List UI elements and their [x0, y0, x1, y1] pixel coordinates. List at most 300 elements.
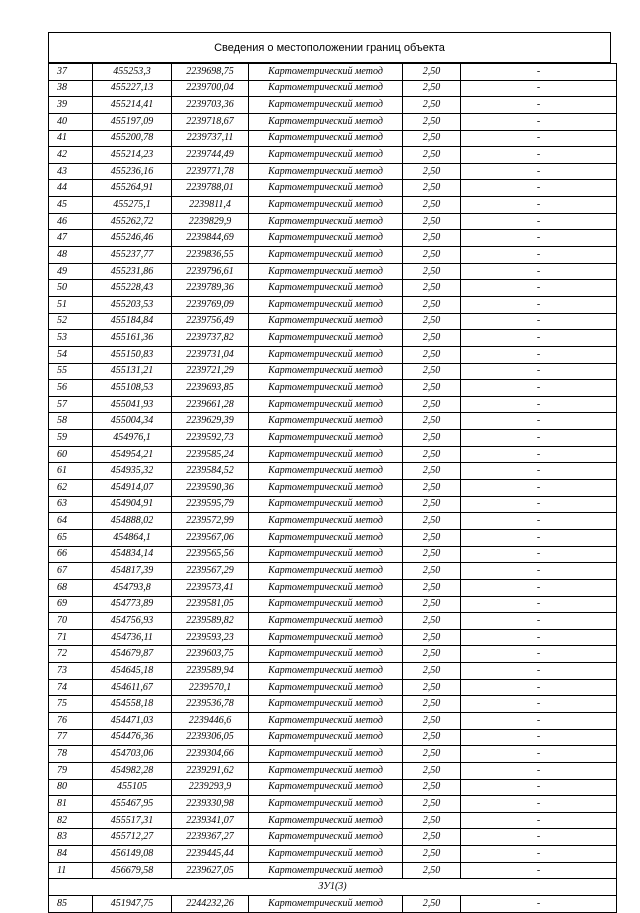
cell-point-number: 37	[49, 64, 93, 81]
cell-method: Картометрический метод	[249, 729, 403, 746]
cell-method: Картометрический метод	[249, 513, 403, 530]
cell-accuracy: 2,50	[403, 679, 461, 696]
cell-accuracy: 2,50	[403, 646, 461, 663]
cell-coord-x: 451947,75	[93, 896, 172, 913]
cell-accuracy: 2,50	[403, 413, 461, 430]
cell-method: Картометрический метод	[249, 463, 403, 480]
cell-accuracy: 2,50	[403, 330, 461, 347]
cell-coord-x: 454736,11	[93, 629, 172, 646]
cell-note: -	[461, 463, 617, 480]
cell-coord-x: 455246,46	[93, 230, 172, 247]
cell-method: Картометрический метод	[249, 779, 403, 796]
cell-point-number: 41	[49, 130, 93, 147]
cell-point-number: 80	[49, 779, 93, 796]
cell-coord-y: 2239769,09	[172, 296, 249, 313]
cell-point-number: 71	[49, 629, 93, 646]
cell-note: -	[461, 729, 617, 746]
cell-note: -	[461, 846, 617, 863]
cell-coord-y: 2239836,55	[172, 247, 249, 264]
cell-point-number: 79	[49, 762, 93, 779]
cell-method: Картометрический метод	[249, 712, 403, 729]
cell-accuracy: 2,50	[403, 513, 461, 530]
cell-coord-y: 2239572,99	[172, 513, 249, 530]
cell-method: Картометрический метод	[249, 147, 403, 164]
cell-coord-y: 2239756,49	[172, 313, 249, 330]
table-title: Сведения о местоположении границ объекта	[48, 32, 611, 63]
cell-coord-x: 455253,3	[93, 64, 172, 81]
table-row	[49, 712, 617, 729]
cell-method: Картометрический метод	[249, 380, 403, 397]
cell-coord-x: 455264,91	[93, 180, 172, 197]
cell-note: -	[461, 629, 617, 646]
cell-coord-y: 2239771,78	[172, 163, 249, 180]
cell-accuracy: 2,50	[403, 862, 461, 879]
cell-method: Картометрический метод	[249, 446, 403, 463]
cell-coord-y: 2239789,36	[172, 280, 249, 297]
table-row	[49, 80, 617, 97]
table-row	[49, 396, 617, 413]
cell-accuracy: 2,50	[403, 380, 461, 397]
cell-coord-x: 454558,18	[93, 696, 172, 713]
cell-point-number: 70	[49, 613, 93, 630]
cell-coord-x: 455184,84	[93, 313, 172, 330]
table-row	[49, 247, 617, 264]
cell-coord-x: 454793,8	[93, 579, 172, 596]
cell-note: -	[461, 396, 617, 413]
cell-coord-x: 455262,72	[93, 213, 172, 230]
cell-coord-x: 454834,14	[93, 546, 172, 563]
cell-method: Картометрический метод	[249, 480, 403, 497]
cell-coord-y: 2239565,56	[172, 546, 249, 563]
table-row	[49, 113, 617, 130]
cell-note: -	[461, 896, 617, 913]
cell-accuracy: 2,50	[403, 463, 461, 480]
cell-accuracy: 2,50	[403, 280, 461, 297]
cell-coord-y: 2239584,52	[172, 463, 249, 480]
cell-coord-x: 455214,23	[93, 147, 172, 164]
cell-note: -	[461, 263, 617, 280]
cell-method: Картометрический метод	[249, 862, 403, 879]
cell-coord-y: 2239661,28	[172, 396, 249, 413]
cell-coord-x: 455200,78	[93, 130, 172, 147]
table-row	[49, 463, 617, 480]
cell-coord-y: 2239536,78	[172, 696, 249, 713]
cell-method: Картометрический метод	[249, 746, 403, 763]
cell-coord-y: 2239590,36	[172, 480, 249, 497]
cell-coord-x: 455517,31	[93, 812, 172, 829]
cell-point-number: 44	[49, 180, 93, 197]
cell-point-number: 52	[49, 313, 93, 330]
cell-coord-y: 2239446,6	[172, 712, 249, 729]
cell-method: Картометрический метод	[249, 846, 403, 863]
cell-accuracy: 2,50	[403, 296, 461, 313]
table-row	[49, 330, 617, 347]
cell-coord-x: 456679,58	[93, 862, 172, 879]
coordinates-table	[48, 63, 617, 913]
cell-method: Картометрический метод	[249, 180, 403, 197]
cell-coord-x: 455712,27	[93, 829, 172, 846]
cell-coord-x: 456149,08	[93, 846, 172, 863]
cell-point-number: 81	[49, 796, 93, 813]
cell-coord-y: 2239304,66	[172, 746, 249, 763]
table-row	[49, 296, 617, 313]
cell-coord-y: 2239581,05	[172, 596, 249, 613]
cell-accuracy: 2,50	[403, 529, 461, 546]
cell-point-number: 46	[49, 213, 93, 230]
cell-point-number: 74	[49, 679, 93, 696]
cell-note: -	[461, 862, 617, 879]
cell-point-number: 64	[49, 513, 93, 530]
cell-method: Картометрический метод	[249, 330, 403, 347]
cell-coord-y: 2239627,05	[172, 862, 249, 879]
coordinates-table-body	[49, 64, 617, 913]
cell-note: -	[461, 296, 617, 313]
cell-point-number: 83	[49, 829, 93, 846]
table-row	[49, 513, 617, 530]
cell-accuracy: 2,50	[403, 263, 461, 280]
cell-coord-y: 2239698,75	[172, 64, 249, 81]
cell-coord-x: 455004,34	[93, 413, 172, 430]
cell-coord-y: 2239718,67	[172, 113, 249, 130]
cell-method: Картометрический метод	[249, 163, 403, 180]
cell-coord-x: 454888,02	[93, 513, 172, 530]
cell-coord-x: 455161,36	[93, 330, 172, 347]
cell-point-number: 68	[49, 579, 93, 596]
cell-note: -	[461, 579, 617, 596]
cell-coord-x: 454476,36	[93, 729, 172, 746]
cell-point-number: 67	[49, 563, 93, 580]
section-label: ЗУ1(3)	[49, 879, 617, 896]
cell-note: -	[461, 380, 617, 397]
cell-coord-y: 2239593,23	[172, 629, 249, 646]
cell-accuracy: 2,50	[403, 829, 461, 846]
cell-note: -	[461, 779, 617, 796]
cell-note: -	[461, 80, 617, 97]
cell-point-number: 58	[49, 413, 93, 430]
cell-coord-y: 2239570,1	[172, 679, 249, 696]
cell-note: -	[461, 829, 617, 846]
table-row	[49, 796, 617, 813]
cell-coord-x: 454611,67	[93, 679, 172, 696]
cell-coord-x: 455236,16	[93, 163, 172, 180]
cell-accuracy: 2,50	[403, 346, 461, 363]
table-row	[49, 529, 617, 546]
cell-coord-x: 454935,32	[93, 463, 172, 480]
cell-accuracy: 2,50	[403, 712, 461, 729]
cell-point-number: 75	[49, 696, 93, 713]
cell-method: Картометрический метод	[249, 97, 403, 114]
cell-accuracy: 2,50	[403, 313, 461, 330]
cell-coord-x: 454817,39	[93, 563, 172, 580]
cell-coord-x: 454756,93	[93, 613, 172, 630]
cell-note: -	[461, 596, 617, 613]
cell-coord-y: 2244232,26	[172, 896, 249, 913]
cell-accuracy: 2,50	[403, 80, 461, 97]
table-row	[49, 430, 617, 447]
cell-note: -	[461, 180, 617, 197]
cell-accuracy: 2,50	[403, 613, 461, 630]
cell-point-number: 50	[49, 280, 93, 297]
cell-method: Картометрический метод	[249, 529, 403, 546]
cell-method: Картометрический метод	[249, 247, 403, 264]
cell-point-number: 72	[49, 646, 93, 663]
table-row	[49, 64, 617, 81]
cell-coord-y: 2239829,9	[172, 213, 249, 230]
cell-coord-y: 2239844,69	[172, 230, 249, 247]
cell-coord-x: 455150,83	[93, 346, 172, 363]
cell-coord-y: 2239629,39	[172, 413, 249, 430]
cell-method: Картометрический метод	[249, 646, 403, 663]
cell-note: -	[461, 97, 617, 114]
cell-coord-y: 2239592,73	[172, 430, 249, 447]
cell-accuracy: 2,50	[403, 180, 461, 197]
cell-note: -	[461, 363, 617, 380]
cell-point-number: 40	[49, 113, 93, 130]
cell-coord-x: 455214,41	[93, 97, 172, 114]
cell-coord-y: 2239341,07	[172, 812, 249, 829]
cell-point-number: 54	[49, 346, 93, 363]
cell-note: -	[461, 529, 617, 546]
cell-coord-x: 454914,07	[93, 480, 172, 497]
cell-coord-y: 2239731,04	[172, 346, 249, 363]
cell-accuracy: 2,50	[403, 213, 461, 230]
table-row	[49, 563, 617, 580]
cell-method: Картометрический метод	[249, 563, 403, 580]
cell-method: Картометрический метод	[249, 430, 403, 447]
table-row	[49, 812, 617, 829]
table-row	[49, 346, 617, 363]
cell-method: Картометрический метод	[249, 64, 403, 81]
cell-coord-x: 454954,21	[93, 446, 172, 463]
cell-coord-x: 455108,53	[93, 380, 172, 397]
table-row	[49, 679, 617, 696]
cell-method: Картометрический метод	[249, 263, 403, 280]
cell-point-number: 56	[49, 380, 93, 397]
cell-coord-x: 455237,77	[93, 247, 172, 264]
cell-coord-y: 2239589,82	[172, 613, 249, 630]
cell-note: -	[461, 513, 617, 530]
table-row	[49, 779, 617, 796]
cell-note: -	[461, 230, 617, 247]
cell-accuracy: 2,50	[403, 197, 461, 214]
cell-method: Картометрический метод	[249, 496, 403, 513]
cell-note: -	[461, 812, 617, 829]
cell-method: Картометрический метод	[249, 579, 403, 596]
cell-accuracy: 2,50	[403, 663, 461, 680]
cell-accuracy: 2,50	[403, 812, 461, 829]
cell-note: -	[461, 280, 617, 297]
cell-point-number: 39	[49, 97, 93, 114]
cell-point-number: 69	[49, 596, 93, 613]
cell-note: -	[461, 147, 617, 164]
table-row	[49, 263, 617, 280]
cell-note: -	[461, 613, 617, 630]
table-row	[49, 896, 617, 913]
table-row	[49, 313, 617, 330]
cell-accuracy: 2,50	[403, 97, 461, 114]
table-row	[49, 762, 617, 779]
cell-method: Картометрический метод	[249, 796, 403, 813]
cell-accuracy: 2,50	[403, 163, 461, 180]
table-row	[49, 97, 617, 114]
cell-note: -	[461, 197, 617, 214]
cell-note: -	[461, 663, 617, 680]
cell-note: -	[461, 712, 617, 729]
cell-method: Картометрический метод	[249, 363, 403, 380]
cell-note: -	[461, 696, 617, 713]
cell-method: Картометрический метод	[249, 80, 403, 97]
cell-note: -	[461, 247, 617, 264]
cell-coord-y: 2239796,61	[172, 263, 249, 280]
cell-coord-y: 2239693,85	[172, 380, 249, 397]
cell-accuracy: 2,50	[403, 64, 461, 81]
cell-coord-y: 2239330,98	[172, 796, 249, 813]
cell-note: -	[461, 646, 617, 663]
cell-method: Картометрический метод	[249, 296, 403, 313]
table-row	[49, 363, 617, 380]
cell-coord-y: 2239703,36	[172, 97, 249, 114]
cell-coord-x: 454471,03	[93, 712, 172, 729]
table-row	[49, 729, 617, 746]
cell-point-number: 62	[49, 480, 93, 497]
cell-point-number: 60	[49, 446, 93, 463]
cell-coord-x: 455231,86	[93, 263, 172, 280]
cell-method: Картометрический метод	[249, 413, 403, 430]
cell-accuracy: 2,50	[403, 546, 461, 563]
cell-coord-x: 455467,95	[93, 796, 172, 813]
cell-accuracy: 2,50	[403, 446, 461, 463]
cell-note: -	[461, 113, 617, 130]
cell-note: -	[461, 130, 617, 147]
cell-method: Картометрический метод	[249, 613, 403, 630]
cell-coord-y: 2239367,27	[172, 829, 249, 846]
cell-coord-x: 455105	[93, 779, 172, 796]
cell-point-number: 48	[49, 247, 93, 264]
cell-point-number: 45	[49, 197, 93, 214]
cell-accuracy: 2,50	[403, 629, 461, 646]
cell-coord-x: 454976,1	[93, 430, 172, 447]
table-row	[49, 613, 617, 630]
cell-point-number: 63	[49, 496, 93, 513]
cell-note: -	[461, 796, 617, 813]
cell-point-number: 59	[49, 430, 93, 447]
cell-coord-x: 454982,28	[93, 762, 172, 779]
table-row	[49, 629, 617, 646]
cell-coord-y: 2239744,49	[172, 147, 249, 164]
cell-point-number: 49	[49, 263, 93, 280]
cell-accuracy: 2,50	[403, 363, 461, 380]
cell-accuracy: 2,50	[403, 430, 461, 447]
cell-point-number: 77	[49, 729, 93, 746]
cell-note: -	[461, 496, 617, 513]
table-row	[49, 413, 617, 430]
cell-accuracy: 2,50	[403, 729, 461, 746]
cell-coord-y: 2239567,06	[172, 529, 249, 546]
cell-point-number: 55	[49, 363, 93, 380]
cell-note: -	[461, 163, 617, 180]
cell-coord-x: 455197,09	[93, 113, 172, 130]
cell-accuracy: 2,50	[403, 579, 461, 596]
cell-coord-x: 455275,1	[93, 197, 172, 214]
cell-accuracy: 2,50	[403, 846, 461, 863]
cell-point-number: 82	[49, 812, 93, 829]
cell-note: -	[461, 313, 617, 330]
cell-coord-y: 2239293,9	[172, 779, 249, 796]
table-row	[49, 130, 617, 147]
cell-coord-x: 454864,1	[93, 529, 172, 546]
cell-coord-y: 2239737,11	[172, 130, 249, 147]
cell-method: Картометрический метод	[249, 596, 403, 613]
cell-point-number: 42	[49, 147, 93, 164]
table-row	[49, 163, 617, 180]
cell-point-number: 51	[49, 296, 93, 313]
cell-accuracy: 2,50	[403, 147, 461, 164]
cell-point-number: 76	[49, 712, 93, 729]
cell-coord-x: 455041,93	[93, 396, 172, 413]
cell-method: Картометрический метод	[249, 130, 403, 147]
cell-coord-x: 455228,43	[93, 280, 172, 297]
cell-accuracy: 2,50	[403, 696, 461, 713]
cell-method: Картометрический метод	[249, 896, 403, 913]
cell-method: Картометрический метод	[249, 762, 403, 779]
cell-coord-x: 454645,18	[93, 663, 172, 680]
cell-method: Картометрический метод	[249, 629, 403, 646]
cell-point-number: 65	[49, 529, 93, 546]
cell-note: -	[461, 546, 617, 563]
table-row	[49, 579, 617, 596]
cell-accuracy: 2,50	[403, 480, 461, 497]
cell-method: Картометрический метод	[249, 197, 403, 214]
cell-method: Картометрический метод	[249, 346, 403, 363]
cell-point-number: 43	[49, 163, 93, 180]
cell-method: Картометрический метод	[249, 679, 403, 696]
cell-coord-y: 2239291,62	[172, 762, 249, 779]
section-row	[49, 879, 617, 896]
cell-coord-y: 2239811,4	[172, 197, 249, 214]
cell-method: Картометрический метод	[249, 396, 403, 413]
table-row	[49, 846, 617, 863]
table-row	[49, 380, 617, 397]
cell-point-number: 78	[49, 746, 93, 763]
cell-method: Картометрический метод	[249, 113, 403, 130]
cell-method: Картометрический метод	[249, 829, 403, 846]
cell-point-number: 47	[49, 230, 93, 247]
table-row	[49, 646, 617, 663]
cell-note: -	[461, 413, 617, 430]
cell-accuracy: 2,50	[403, 247, 461, 264]
cell-coord-y: 2239567,29	[172, 563, 249, 580]
cell-note: -	[461, 762, 617, 779]
document-sheet	[48, 32, 611, 913]
table-row	[49, 230, 617, 247]
cell-note: -	[461, 563, 617, 580]
cell-accuracy: 2,50	[403, 762, 461, 779]
table-row	[49, 596, 617, 613]
cell-coord-y: 2239306,05	[172, 729, 249, 746]
cell-note: -	[461, 480, 617, 497]
cell-coord-x: 455227,13	[93, 80, 172, 97]
table-row	[49, 280, 617, 297]
table-row	[49, 213, 617, 230]
cell-coord-x: 455131,21	[93, 363, 172, 380]
cell-note: -	[461, 746, 617, 763]
cell-coord-x: 454703,06	[93, 746, 172, 763]
cell-coord-y: 2239700,04	[172, 80, 249, 97]
cell-note: -	[461, 446, 617, 463]
table-row	[49, 496, 617, 513]
cell-note: -	[461, 64, 617, 81]
cell-method: Картометрический метод	[249, 663, 403, 680]
